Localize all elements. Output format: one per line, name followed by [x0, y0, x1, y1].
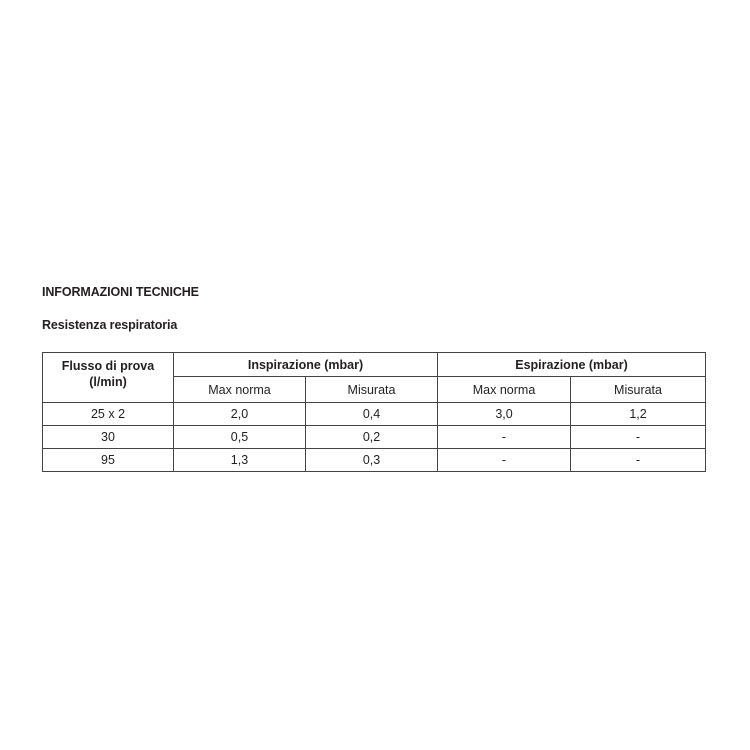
table-row [43, 403, 706, 426]
table-row [43, 449, 706, 472]
exp-misurata-header: Misurata [571, 377, 706, 403]
insp-max-norma-header: Max norma [174, 377, 306, 403]
exp-measured-cell: - [571, 426, 706, 449]
exp-max-cell: 3,0 [438, 403, 571, 426]
exp-measured-cell: - [571, 449, 706, 472]
flow-header-line2: (l/min) [89, 375, 127, 389]
exp-max-cell: - [438, 449, 571, 472]
flow-cell: 30 [43, 426, 174, 449]
insp-max-cell: 2,0 [174, 403, 306, 426]
flow-cell: 95 [43, 449, 174, 472]
insp-max-cell: 0,5 [174, 426, 306, 449]
inspiration-header: Inspirazione (mbar) [174, 353, 438, 377]
table-row [43, 426, 706, 449]
exp-max-cell: - [438, 426, 571, 449]
insp-measured-cell: 0,2 [306, 426, 438, 449]
table-header-row [43, 353, 706, 377]
insp-max-cell: 1,3 [174, 449, 306, 472]
insp-measured-cell: 0,3 [306, 449, 438, 472]
section-title: INFORMAZIONI TECNICHE [42, 285, 199, 299]
insp-misurata-header: Misurata [306, 377, 438, 403]
insp-measured-cell: 0,4 [306, 403, 438, 426]
exp-measured-cell: 1,2 [571, 403, 706, 426]
flow-cell: 25 x 2 [43, 403, 174, 426]
respiratory-resistance-table [42, 352, 706, 472]
flow-header-line1: Flusso di prova [61, 359, 155, 373]
flow-header [43, 353, 174, 403]
exp-max-norma-header: Max norma [438, 377, 571, 403]
expiration-header: Espirazione (mbar) [438, 353, 706, 377]
subsection-title: Resistenza respiratoria [42, 318, 178, 332]
